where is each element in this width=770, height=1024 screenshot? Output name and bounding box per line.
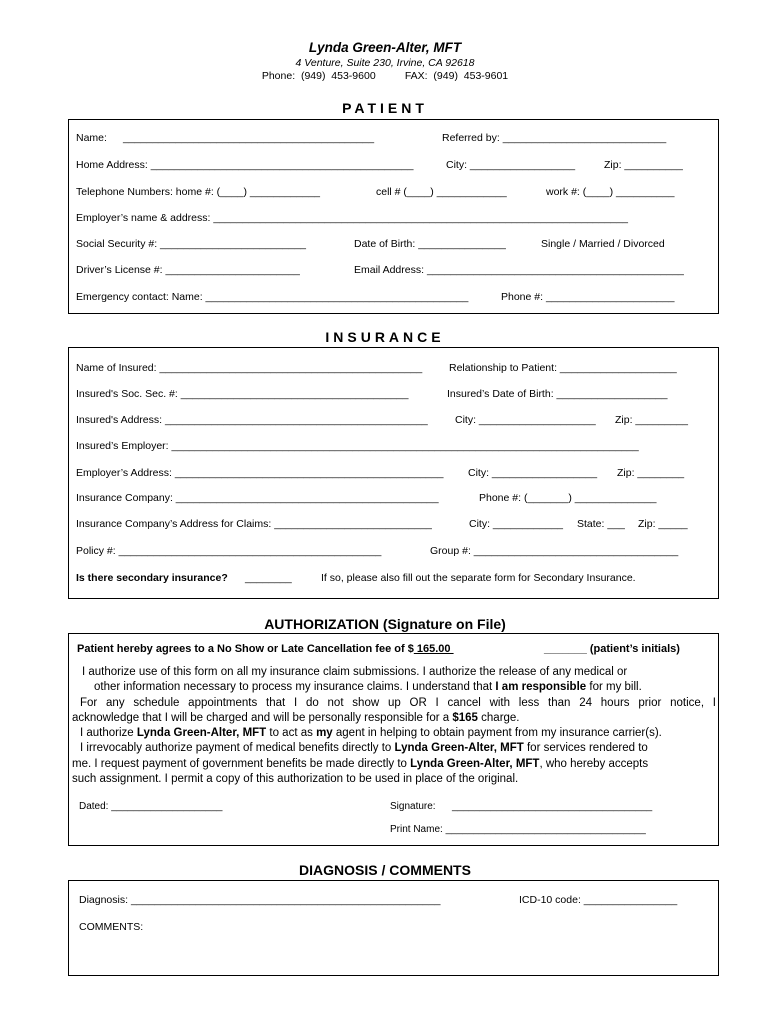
patient-city-field[interactable]: City: __________________ [446,159,576,171]
auth-line-2: other information necessary to process my insurance claims. I understand that I am responsible for my bill. [94,681,642,694]
signature-label: Signature: [390,801,436,812]
insurance-section-title: INSURANCE [325,329,445,345]
email-field[interactable]: Email Address: ____________________________________________ [354,264,684,276]
claims-city-field[interactable]: City: ____________ [469,518,563,530]
no-show-fee-line: Patient hereby agrees to a No Show or Late Cancellation fee of $ 165.00 [77,643,454,655]
icd10-code-field[interactable]: ICD-10 code: ________________ [519,894,678,906]
claims-address-field[interactable]: Insurance Company’s Address for Claims: ___________________________ [76,518,432,530]
practice-address: 4 Venture, Suite 230, Irvine, CA 92618 [295,57,475,69]
insured-zip-field[interactable]: Zip: _________ [615,414,688,426]
insured-address-field[interactable]: Insured's Address: _____________________________________________ [76,414,428,426]
auth-line-7: me. I request payment of government benefits be made directly to Lynda Green-Alter, MFT, who hereby accepts [72,757,649,770]
group-number-field[interactable]: Group #: ___________________________________ [430,545,679,557]
diagnosis-section-title: DIAGNOSIS / COMMENTS [299,862,471,878]
dated-field[interactable]: Dated: ____________________ [79,801,223,812]
insurance-company-phone-field[interactable]: Phone #: (_______) ______________ [479,492,657,504]
secondary-insurance-note: If so, please also fill out the separate form for Secondary Insurance. [321,572,636,584]
secondary-insurance-question: Is there secondary insurance? [76,572,228,584]
insured-employer-field[interactable]: Insured’s Employer: ________________________________________________________________________________ [76,440,639,452]
employer-address-field[interactable]: Employer’s Address: ______________________________________________ [76,467,444,479]
insured-dob-field[interactable]: Insured’s Date of Birth: ___________________ [447,388,668,400]
practitioner-name: Lynda Green-Alter, MFT [308,40,462,55]
practice-phone-fax: Phone: (949) 453-9600 FAX: (949) 453-9601 [261,70,509,82]
insured-ssn-field[interactable]: Insured's Soc. Sec. #: _______________________________________ [76,388,409,400]
claims-state-field[interactable]: State: ___ [577,518,625,530]
auth-line-4: acknowledge that I will be charged and will be personally responsible for a $165 charge. [72,711,520,724]
authorization-statement [72,665,716,787]
auth-line-6: I irrevocably authorize payment of medical benefits directly to Lynda Green-Alter, MFT for services rendered to [80,742,648,755]
insurance-section-box [68,347,719,599]
auth-line-8: such assignment. I permit a copy of this authorization to be used in place of the original. [72,773,519,786]
auth-line-3: For any schedule appointments that I do not show up OR I cancel with less than 24 hours prior notice, I [80,696,716,709]
patient-section-box [68,119,719,314]
marital-status-options[interactable]: Single / Married / Divorced [541,238,665,250]
auth-line-1: I authorize use of this form on all my insurance claim submissions. I authorize the release of any medical or [82,666,628,678]
employer-city-field[interactable]: City: __________________ [468,467,598,479]
patient-name-field[interactable]: ___________________________________________ [123,132,375,144]
home-phone-field[interactable]: Telephone Numbers: home #: (____) ____________ [76,186,321,198]
cell-phone-field[interactable]: cell # (____) ____________ [376,186,507,198]
claims-zip-field[interactable]: Zip: _____ [638,518,688,530]
signature-field[interactable]: ____________________________________ [452,801,653,812]
insurance-company-field[interactable]: Insurance Company: _____________________________________________ [76,492,439,504]
insured-name-field[interactable]: Name of Insured: _____________________________________________ [76,362,423,374]
policy-number-field[interactable]: Policy #: _____________________________________________ [76,545,382,557]
auth-line-5: I authorize Lynda Green-Alter, MFT to act as my agent in helping to obtain payment from my insurance carrier(s). [80,727,662,740]
authorization-section-title: AUTHORIZATION (Signature on File) [264,616,506,632]
patient-section-title: PATIENT [342,100,428,116]
emergency-contact-field[interactable]: Emergency contact: Name: _____________________________________________ [76,291,469,303]
drivers-license-field[interactable]: Driver’s License #: _______________________ [76,264,300,276]
dob-field[interactable]: Date of Birth: _______________ [354,238,506,250]
insured-city-field[interactable]: City: ____________________ [455,414,596,426]
patient-zip-field[interactable]: Zip: __________ [604,159,683,171]
home-address-field[interactable]: Home Address: _____________________________________________ [76,159,414,171]
comments-label: COMMENTS: [79,921,144,933]
diagnosis-field[interactable]: Diagnosis: _____________________________________________________ [79,894,441,906]
ssn-field[interactable]: Social Security #: _________________________ [76,238,307,250]
patient-initials-field[interactable]: _______ (patient’s initials) [544,643,680,655]
secondary-insurance-answer-field[interactable]: ________ [245,572,292,584]
print-name-field[interactable]: Print Name: ____________________________________ [390,824,646,835]
no-show-fee-amount: 165.00 [413,643,454,655]
relationship-field[interactable]: Relationship to Patient: ____________________ [449,362,677,374]
work-phone-field[interactable]: work #: (____) __________ [546,186,675,198]
emergency-phone-field[interactable]: Phone #: ______________________ [501,291,675,303]
employer-field[interactable]: Employer’s name & address: _______________________________________________________________________ [76,212,628,224]
employer-zip-field[interactable]: Zip: ________ [617,467,685,479]
diagnosis-section-box [68,880,719,976]
referred-by-field[interactable]: Referred by: ____________________________ [442,132,667,144]
patient-name-label: Name: [76,132,107,144]
